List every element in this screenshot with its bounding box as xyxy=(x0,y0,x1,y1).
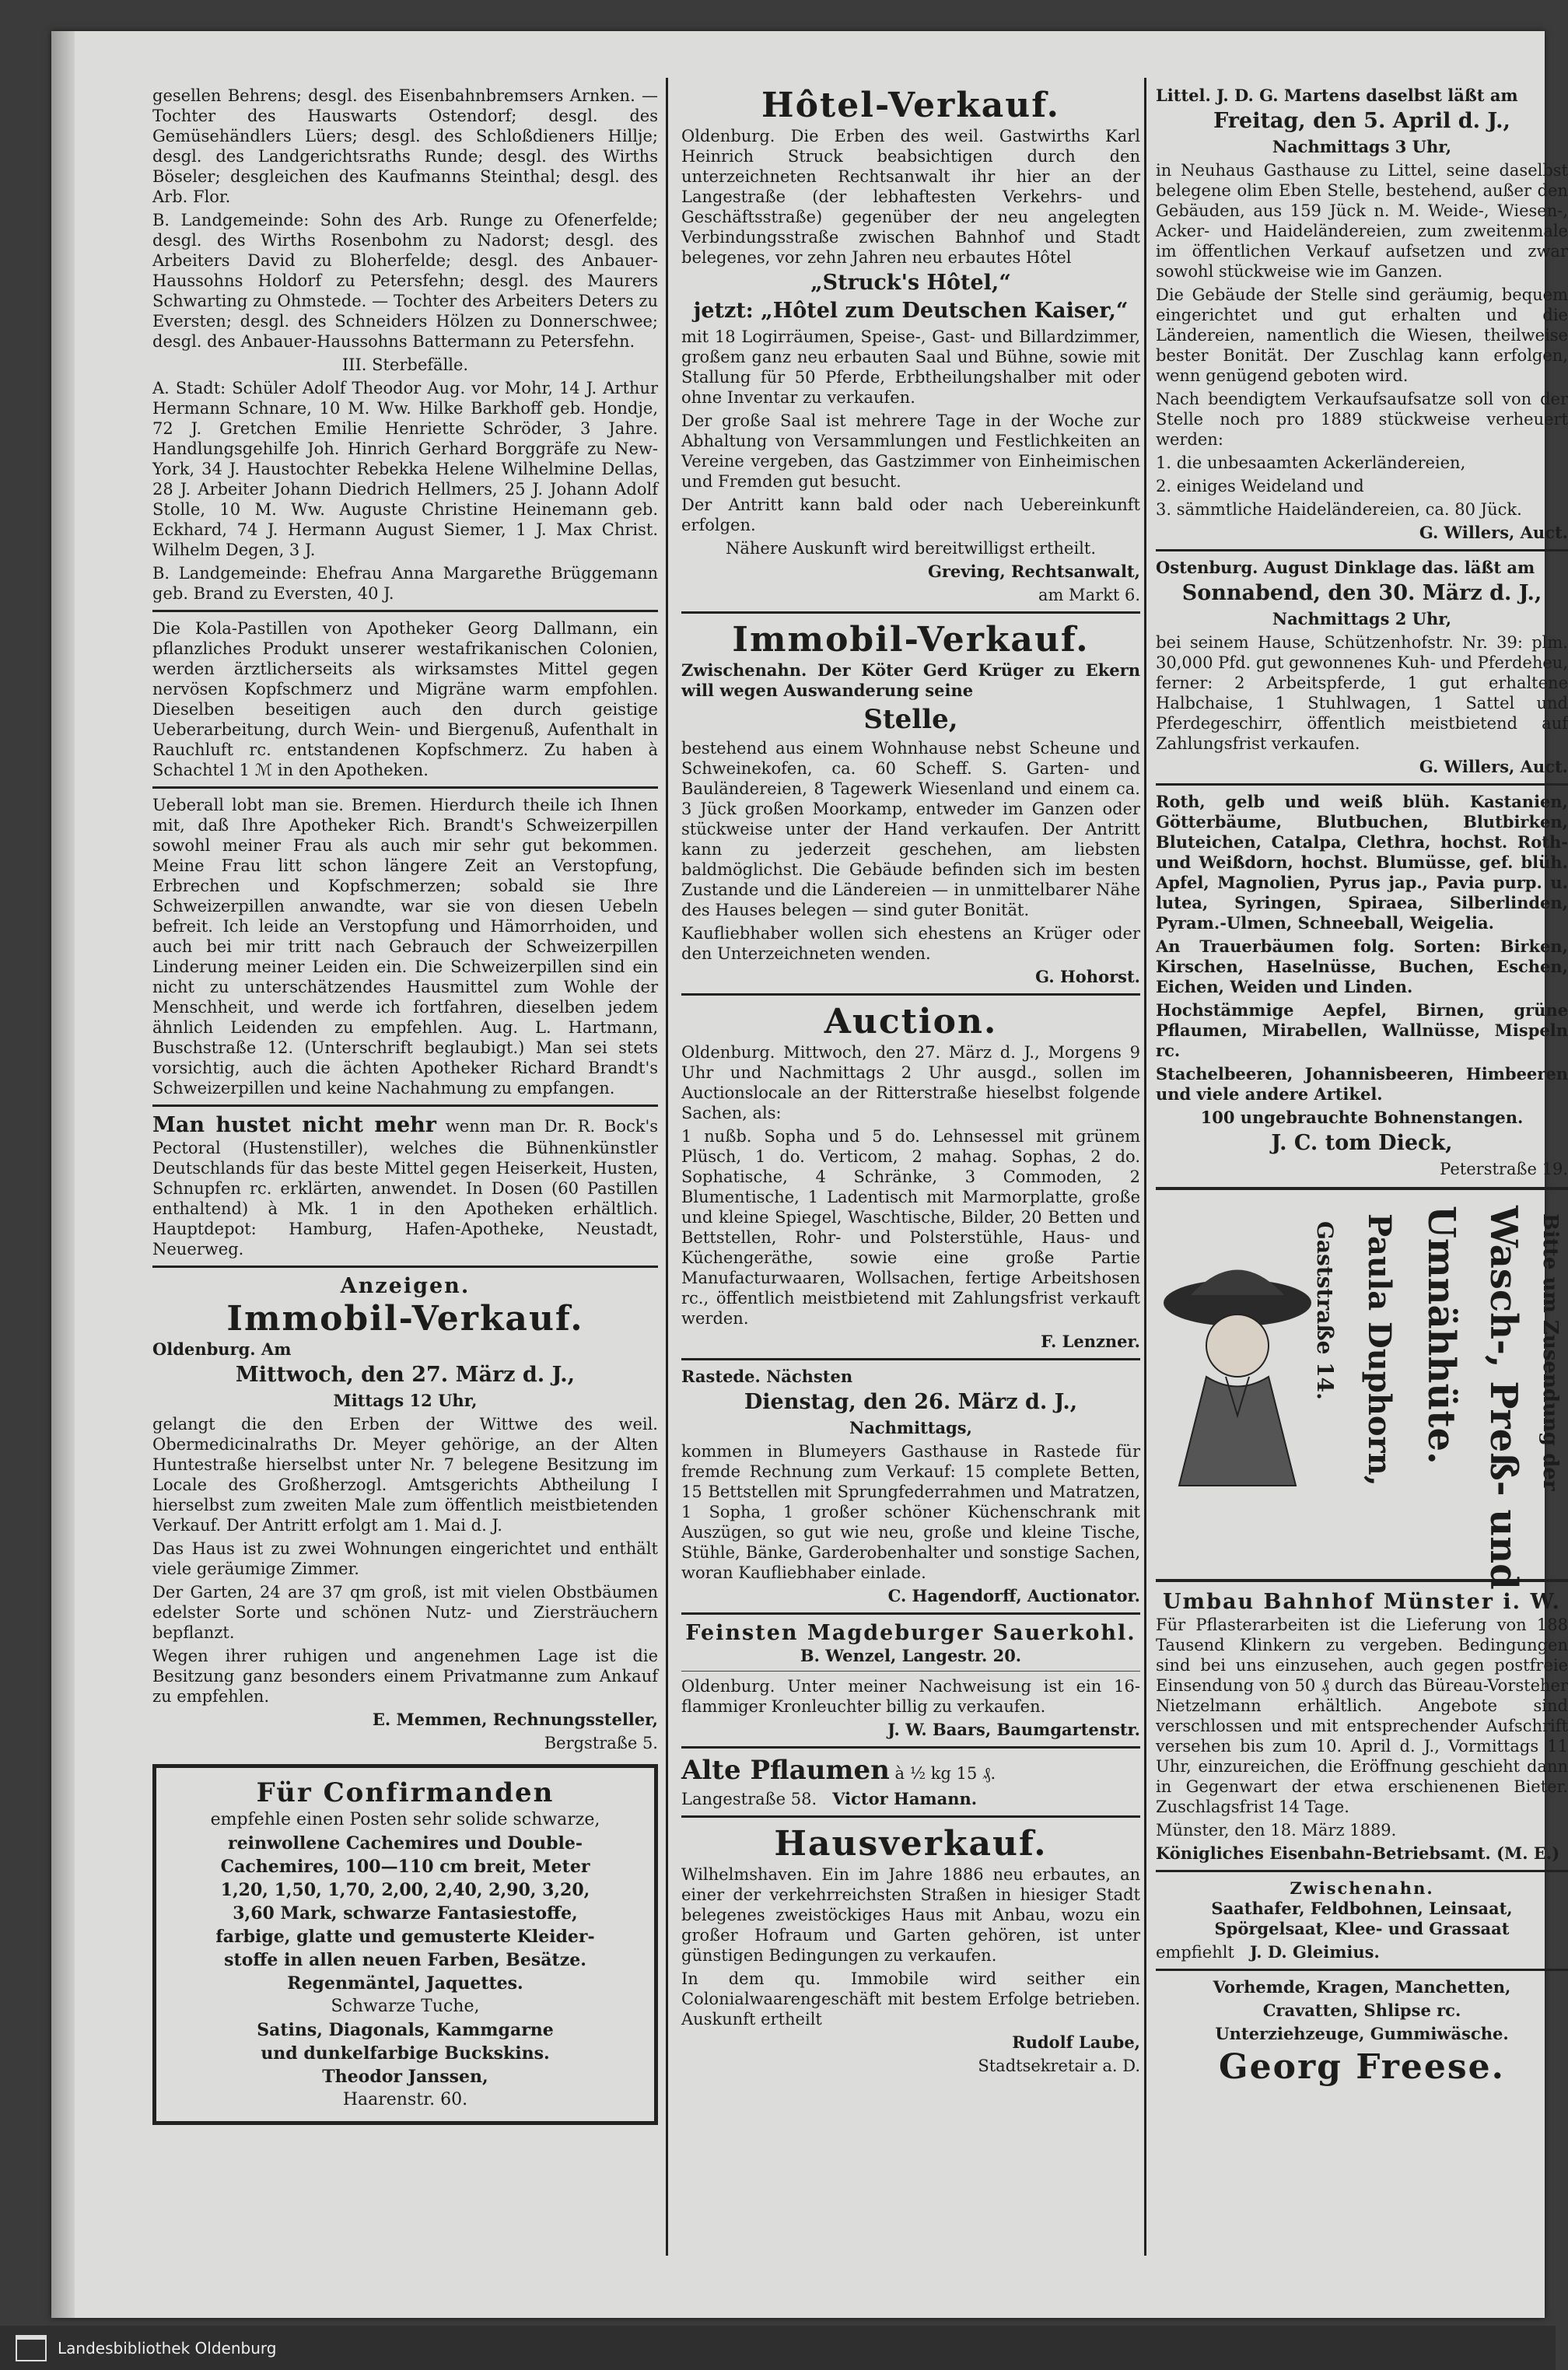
trees-body: 100 ungebrauchte Bohnenstangen. xyxy=(1200,1108,1524,1127)
plums-address: Langestraße 58. xyxy=(681,1790,817,1808)
divider xyxy=(681,1358,1140,1360)
column-2 xyxy=(681,86,1140,2079)
littel-body: Die Gebäude der Stelle sind geräumig, bequem eingerichtet und gut erhalten und die Ländereien, namentlich die Wiesen, theilweise bester Bonität. Der Zuschlag kann erfolgen, wenn genügend geboten wird. xyxy=(1156,285,1568,385)
trees-merchant: J. C. tom Dieck, xyxy=(1271,1131,1453,1155)
confirmation-line: Satins, Diagonals, Kammgarne xyxy=(257,2020,554,2040)
hotel-name: jetzt: „Hôtel zum Deutschen Kaiser,“ xyxy=(693,299,1129,323)
littel-date: Freitag, den 5. April d. J., xyxy=(1213,109,1510,133)
rastede-body: kommen in Blumeyers Gasthause in Rastede für fremde Rechnung zum Verkauf: 15 complete Betten, 15 Bettstellen mit Sprungfederrahmen und Matratzen, 1 Sopha, 1 großer schöner Küchenschrank mit Auszügen, so gut wie neu, große und kleine Tische, Stühle, Bänke, Garderobenhalter und sonstige Sachen, woran Kaufliebhaber einlade. xyxy=(681,1442,1140,1582)
hotel-body: Der Antritt kann bald oder nach Uebereinkunft erfolgen. xyxy=(681,495,1140,534)
freese-line: Cravatten, Shlipse rc. xyxy=(1262,2001,1461,2020)
sale-address: Bergstraße 5. xyxy=(544,1734,658,1752)
confirmation-address: Haarenstr. 60. xyxy=(342,2090,468,2109)
confirmation-line: Schwarze Tuche, xyxy=(331,1997,480,2016)
confirmation-heading: Für Confirmanden xyxy=(256,1777,555,1808)
freese-line: Unterziehzeuge, Gummiwäsche. xyxy=(1215,2024,1509,2043)
property-body: bestehend aus einem Wohnhause nebst Scheune und Schweinekofen, ca. 60 Scheff. S. Garten- und Bauländereien, 8 Tagewerk Wiesenland und einem ca. 3 Jück großen Moorkamp, entweder im Ganzen oder stückweise unter der Hand verkaufen. Der Antritt kann zu jederzeit geschehen, am liebsten baldmöglichst. Die Gebäude befinden sich im besten Zustande und die Ländereien — in unmittelbarer Nähe des Hauses belegen — sind guter Bonität. xyxy=(681,739,1140,919)
poster-service: Wasch-, Preß- und xyxy=(1482,1206,1525,1590)
confirmation-line: und dunkelfarbige Buckskins. xyxy=(261,2043,550,2064)
sale-body: gelangt die den Erben der Wittwe des weil. Obermedicinalraths Dr. Meyer gehörige, an der Alten Huntestraße hierselbst unter Nr. 7 belegene Besitzung im Locale des Großherzogl. Amtsgerichts Abtheilung I hierselbst zum zweiten Male zum öffentlich meistbietenden Verkauf. Der Antritt erfolgt am 1. Mai d. J. xyxy=(152,1415,658,1535)
property-body: Kaufliebhaber wollen sich ehestens an Krüger oder den Unterzeichneten wenden. xyxy=(681,924,1140,963)
station-body: Für Pflasterarbeiten ist die Lieferung von 188 Tausend Klinkern zu vergeben. Bedingungen sind bei uns einzusehen, auch gegen postfreie Einsendung von 50 ₰ durch das Büreau-Vorsteher Nietzelmann erhältlich. Angebote sind verschlossen und mit entsprechender Aufschrift versehen bis zum 10. April d. J., Vormittags 11 Uhr, einzureichen, die Eröffnung geschieht dann in Gegenwart der etwa erschienenen Bieter. Zuschlagsfrist 14 Tage. xyxy=(1156,1616,1568,1816)
chandelier-signature: J. W. Baars, Baumgartenstr. xyxy=(887,1720,1140,1739)
sale-date: Mittwoch, den 27. März d. J., xyxy=(235,1363,576,1387)
plums-signature: Victor Hamann. xyxy=(832,1789,978,1808)
confirmation-line: 3,60 Mark, schwarze Fantasiestoffe, xyxy=(233,1903,578,1924)
hotel-body: Der große Saal ist mehrere Tage in der Woche zur Abhaltung von Versammlungen und Festlichkeiten an Vereine vergeben, das Gastzimmer von Einheimischen und Fremden gut besucht. xyxy=(681,411,1140,491)
rastede-time: Nachmittags, xyxy=(849,1418,972,1437)
sale-place: Oldenburg. Am xyxy=(152,1339,292,1359)
divider xyxy=(681,1671,1140,1672)
birth-notice: gesellen Behrens; desgl. des Eisenbahnbremsers Arnken. — Tochter des Hauswarts Ostendorf; desgl. des Gemüsehändlers Lüers; desgl. des Schloßdieners Hillje; desgl. des Landgerichtsraths Runde; desgl. des Wirths Böseler; desgleichen des Kaufmanns Steinthal; desgl. des Arb. Flor. xyxy=(152,86,658,206)
confirmation-line: Cachemires, 100—110 cm breit, Meter xyxy=(220,1857,590,1877)
sauerkraut-heading: Feinsten Magdeburger Sauerkohl. xyxy=(685,1621,1136,1645)
hotel-sale-heading: Hôtel-Verkauf. xyxy=(761,86,1060,125)
property-sale-heading: Immobil-Verkauf. xyxy=(226,1299,584,1339)
divider xyxy=(152,610,658,612)
hotel-body: mit 18 Logirräumen, Speise-, Gast- und Billardzimmer, großem ganz neu erbauten Saal und Bühne, sowie mit Stallung für 50 Pferde, Erbtheilungshalber mit oder ohne Inventar zu verkaufen. xyxy=(681,327,1140,407)
library-logo-icon xyxy=(16,2335,47,2361)
station-heading: Umbau Bahnhof Münster i. W. xyxy=(1163,1590,1561,1614)
column-1 xyxy=(152,86,658,2125)
confirmation-merchant: Theodor Janssen, xyxy=(322,2067,488,2087)
littel-body: in Neuhaus Gasthause zu Littel, seine daselbst belegene olim Eben Stelle, bestehend, außer den Gebäuden, aus 159 Jück n. M. Weide-, Wiesen-, Acker- und Haideländereien, zum zweitenmale im öffentlichen Verkauf aufsetzen und zwar sowohl stückweise wie im Ganzen. xyxy=(1156,161,1568,281)
property-sale-heading-2: Immobil-Verkauf. xyxy=(732,620,1090,660)
hotel-address: am Markt 6. xyxy=(1038,586,1140,604)
littel-line: Littel. J. D. G. Martens daselbst läßt am xyxy=(1156,86,1518,105)
ostenburg-body: bei seinem Hause, Schützenhofstr. Nr. 39: plm. 30,000 Pfd. gut gewonnenes Kuh- und Pferdeheu, ferner: 2 Arbeitspferde, 1 gut erhaltene Halbchaise, 1 Stuhlwagen, 1 Sattel und Pferdegeschirr, öffentlich meistbietend auf Zahlungsfrist verkaufen. xyxy=(1156,633,1568,753)
seeds-body: Saathafer, Feldbohnen, Leinsaat, Spörgelsaat, Klee- und Grassaat xyxy=(1211,1899,1513,1938)
sale-body: Das Haus ist zu zwei Wohnungen eingerichtet und enthält viele geräumige Zimmer. xyxy=(152,1539,658,1578)
confirmation-line: 1,20, 1,50, 1,70, 2,00, 2,40, 2,90, 3,20, xyxy=(220,1880,590,1900)
auction-heading: Auction. xyxy=(824,1002,998,1041)
divider xyxy=(681,1746,1140,1749)
pills-ad: Ueberall lobt man sie. Bremen. Hierdurch theile ich Ihnen mit, daß Ihre Apotheker Rich. Brandt's Schweizerpillen sowohl meiner Frau als auch mir sehr gut bekommen. Meine Frau litt schon längere Zeit an Verstopfung, Erbrechen und Kopfschmerzen; sobald sie Ihre Schweizerpillen anwandte, war sie von diesen Uebeln befreit. Ich leide an Verstopfung und Hämorrhoiden, und auch bei mir tritt nach Gebrauch der Schweizerpillen Linderung meiner Leiden ein. Die Schweizerpillen sind ein nicht zu unterschätzendes Hausmittel zum Wohle der Menschheit, und werde ich fortfahren, dieselben jedem ähnlich Leidenden zu empfehlen. Aug. L. Hartmann, Buschstraße 12. (Unterschrift beglaubigt.) Man sei stets vorsichtig, auch die ächten Apotheker Richard Brandt's Schweizerpillen und keine Nachahmung zu empfangen. xyxy=(152,796,658,1097)
sale-time: Mittags 12 Uhr, xyxy=(333,1391,478,1410)
seeds-signature: J. D. Gleimius. xyxy=(1249,1942,1380,1962)
rastede-place: Rastede. Nächsten xyxy=(681,1367,853,1386)
rastede-signature: C. Hagendorff, Auctionator. xyxy=(887,1586,1140,1605)
trees-body: Hochstämmige Aepfel, Birnen, grüne Pflaumen, Mirabellen, Wallnüsse, Mispeln rc. xyxy=(1156,1000,1568,1060)
kola-ad: Die Kola-Pastillen von Apotheker Georg Dallmann, ein pflanzliches Produkt unserer westafrikanischen Colonien, werden ärztlicherseits als wirksamstes Mittel gegen nervösen Kopfschmerz und Migräne warm empfohlen. Dieselben beseitigen auch den durch geistige Ueberarbeitung, durch Wein- und Biergenuß, Aufenthalt in Rauchluft rc. entstandenen Kopfschmerz. Zu haben à Schachtel 1 ℳ in den Apotheken. xyxy=(152,619,658,779)
death-notice: B. Landgemeinde: Ehefrau Anna Margarethe Brüggemann geb. Brand zu Eversten, 40 J. xyxy=(152,564,658,603)
hotel-body: Nähere Auskunft wird bereitwilligst ertheilt. xyxy=(725,539,1097,558)
ostenburg-date: Sonnabend, den 30. März d. J., xyxy=(1181,581,1542,605)
column-rule xyxy=(666,78,668,2256)
hat-poster xyxy=(1156,1187,1568,1590)
divider xyxy=(1156,1870,1568,1872)
divider xyxy=(681,993,1140,996)
ostenburg-signature: G. Willers, Auct. xyxy=(1419,757,1568,776)
auction-signature: F. Lenzner. xyxy=(1041,1332,1140,1351)
trees-body: An Trauerbäumen folg. Sorten: Birken, Kirschen, Haselnüsse, Buchen, Eschen, Eichen, Weiden und Linden. xyxy=(1156,936,1568,996)
hotel-body: Oldenburg. Die Erben des weil. Gastwirths Karl Heinrich Struck beabsichtigen durch den unterzeichneten Rechtsanwalt ihr hier an der Langestraße (der lebhaftesten Verkehrs- und Geschäftsstraße) gegenüber der neu angelegten Verbindungsstraße zwischen Bahnhof und Stadt belegenes, vor zehn Jahren neu erbautes Hôtel xyxy=(681,127,1140,267)
ostenburg-time: Nachmittags 2 Uhr, xyxy=(1272,609,1452,628)
auction-items: 1 nußb. Sopha und 5 do. Lehnsessel mit grünem Plüsch, 1 do. Verticom, 2 mahag. Sophas, 2 do. Sophatische, 4 Schränke, 3 Commoden, 2 Blumentische, 1 Ladentisch mit Marmorplatte, große und kleine Spiegel, Waschtische, Bilder, 20 Betten und Bettstellen, Rohr- und Polsterstühle, Haus- und Küchengeräthe, sowie eine große Partie Manufacturwaaren, Wollsachen, fertige Arbeitshosen rc., öffentlich meistbietend mit Zahlungsfrist verkauft werden. xyxy=(681,1127,1140,1328)
trees-body: Roth, gelb und weiß blüh. Kastanien, Götterbäume, Blutbuchen, Blutbirken, Bluteichen, Catalpa, Clethra, hochst. Roth- und Weißdorn, hochst. Blumüsse, gef. blüh. Apfel, Magnolien, Pyrus jap., Pavia purp. u. lutea, Syringen, Spiraea, Silberlinden, Pyram.-Ulmen, Schneeball, Weigelia. xyxy=(1156,792,1568,933)
property-signature: G. Hohorst. xyxy=(1035,967,1140,986)
divider xyxy=(152,1104,658,1107)
confirmation-line: stoffe in allen neuen Farben, Besätze. xyxy=(224,1950,586,1970)
plums-heading: Alte Pflaumen xyxy=(681,1755,890,1786)
column-3 xyxy=(1156,86,1568,2088)
divider xyxy=(1156,783,1568,786)
poster-name: Paula Duphorn, xyxy=(1361,1213,1398,1486)
auction-body: Oldenburg. Mittwoch, den 27. März d. J., Morgens 9 Uhr und Nachmittags 2 Uhr ausgd., sollen im Auctionslocale an der Ritterstraße hieselbst folgende Sachen, als: xyxy=(681,1043,1140,1122)
sale-body: Wegen ihrer ruhigen und angenehmen Lage ist die Besitzung ganz besonders einem Privatmanne zum Ankauf zu empfehlen. xyxy=(152,1647,658,1706)
station-signature: Königliches Eisenbahn-Betriebsamt. (M. E.) xyxy=(1156,1843,1560,1863)
section-title: III. Sterbefälle. xyxy=(341,355,469,374)
sale-signature: E. Memmen, Rechnungssteller, xyxy=(372,1710,658,1729)
column-rule xyxy=(1144,78,1146,2256)
woman-hat-illustration xyxy=(1160,1260,1315,1493)
divider xyxy=(681,611,1140,614)
divider xyxy=(152,1266,658,1268)
trees-address: Peterstraße 19. xyxy=(1440,1160,1568,1178)
divider xyxy=(1156,549,1568,551)
confirmation-ad-box xyxy=(152,1764,658,2125)
poster-request: Bitte um Zusendung der xyxy=(1538,1213,1562,1491)
house-title: Stadtsekretair a. D. xyxy=(978,2057,1140,2075)
house-sale-heading: Hausverkauf. xyxy=(774,1824,1048,1864)
seeds-heading: Zwischenahn. xyxy=(1290,1878,1434,1898)
divider xyxy=(152,786,658,789)
cough-ad-heading: Man hustet nicht mehr xyxy=(152,1113,437,1137)
station-date: Münster, den 18. März 1889. xyxy=(1156,1821,1397,1840)
littel-list-item: 2. einiges Weideland und xyxy=(1156,477,1364,495)
page-spine xyxy=(51,31,75,2318)
plums-price: à ½ kg 15 ₰. xyxy=(894,1764,996,1783)
sale-body: Der Garten, 24 are 37 qm groß, ist mit vielen Obstbäumen edelster Sorte und schönen Nutz- und Ziersträuchern bepflanzt. xyxy=(152,1583,658,1642)
death-notice: A. Stadt: Schüler Adolf Theodor Aug. vor Mohr, 14 J. Arthur Hermann Schnare, 10 M. Ww. Hilke Barkhoff geb. Hondje, 72 J. Gretchen Emilie Henriette Schröder, 3 Jahre. Handlungsgehilfe Joh. Hinrich Gerhard Borggräfe zu New-York, 34 J. Haustochter Rebekka Helene Wilhelmine Dellas, 28 J. Arbeiter Johann Diedrich Hellmers, 25 J. Johann Adolf Stolle, 10 M. Ww. Auguste Christine Heinemann geb. Eckhard, 74 J. Hermann August Siemer, 1 J. Max Christ. Wilhelm Degen, 3 J. xyxy=(152,379,658,559)
hotel-name: „Struck's Hôtel,“ xyxy=(810,271,1011,295)
freese-name: Georg Freese. xyxy=(1219,2047,1505,2087)
littel-body: Nach beendigtem Verkaufsaufsatze soll von der Stelle noch pro 1889 stückweise verheuert werden: xyxy=(1156,390,1568,449)
divider xyxy=(681,1612,1140,1615)
birth-notice: B. Landgemeinde: Sohn des Arb. Runge zu Ofenerfelde; desgl. des Wirths Rosenbohm zu Nadorst; desgl. des Arbeiters David zu Bloherfelde; desgl. des Anbauer-Haussohns Holdorf zu Petersfehn; desgl. des Maurers Schwarting zu Ohmstede. — Tochter des Arbeiters Deters zu Eversten; desgl. des Schneiders Hölzen zu Donnerschwee; desgl. des Anbauer-Haussohns Battermann zu Petersfehn. xyxy=(152,211,658,351)
trees-body: Stachelbeeren, Johannisbeeren, Himbeeren und viele andere Artikel. xyxy=(1156,1064,1568,1104)
property-word: Stelle, xyxy=(863,704,958,735)
hotel-signature: Greving, Rechtsanwalt, xyxy=(927,562,1140,581)
seeds-recommend: empfiehlt xyxy=(1156,1943,1234,1962)
ads-heading: Anzeigen. xyxy=(340,1274,471,1298)
sauerkraut-signature: B. Wenzel, Langestr. 20. xyxy=(800,1646,1022,1665)
poster-address: Gaststraße 14. xyxy=(1312,1221,1338,1400)
footer-bar xyxy=(0,2326,1556,2370)
confirmation-line: farbige, glatte und gemusterte Kleider- xyxy=(215,1927,595,1947)
rastede-date: Dienstag, den 26. März d. J., xyxy=(744,1390,1078,1414)
littel-time: Nachmittags 3 Uhr, xyxy=(1272,137,1452,156)
confirmation-line: empfehle einen Posten sehr solide schwarze, xyxy=(210,1810,600,1829)
house-body: In dem qu. Immobile wird seither ein Colonialwaarengeschäft mit bestem Erfolge betrieben. Auskunft ertheilt xyxy=(681,1969,1140,2029)
confirmation-line: reinwollene Cachemires und Double- xyxy=(228,1833,583,1854)
littel-list-item: 3. sämmtliche Haideländereien, ca. 80 Jück. xyxy=(1156,500,1522,519)
littel-signature: G. Willers, Auct. xyxy=(1419,523,1568,542)
ostenburg-place: Ostenburg. August Dinklage das. läßt am xyxy=(1156,558,1535,577)
house-signature: Rudolf Laube, xyxy=(1012,2032,1140,2052)
confirmation-line: Regenmäntel, Jaquettes. xyxy=(287,1973,523,1994)
chandelier-body: Oldenburg. Unter meiner Nachweisung ist ein 16-flammiger Kronleuchter billig zu verkaufen. xyxy=(681,1677,1140,1716)
littel-list-item: 1. die unbesaamten Ackerländereien, xyxy=(1156,453,1466,472)
freese-line: Vorhemde, Kragen, Manchetten, xyxy=(1213,1977,1511,1997)
library-name: Landesbibliothek Oldenburg xyxy=(58,2338,277,2358)
divider xyxy=(1156,1969,1568,1971)
property-intro: Zwischenahn. Der Köter Gerd Krüger zu Ekern will wegen Auswanderung seine xyxy=(681,660,1140,700)
poster-service-2: Umnähhüte. xyxy=(1419,1206,1463,1465)
divider xyxy=(681,1815,1140,1818)
newspaper-page xyxy=(51,31,1568,2318)
house-body: Wilhelmshaven. Ein im Jahre 1886 neu erbautes, an einer der verkehrreichsten Straßen in hiesiger Stadt belegenes zweistöckiges Haus mit Anbau, wozu ein großer Hofraum und Garten gehören, ist unter günstigen Bedingungen zu verkaufen. xyxy=(681,1865,1140,1965)
cough-ad-body: wenn man Dr. R. Bock's Pectoral (Hustenstiller), welches die Bühnenkünstler Deutschlands für das beste Mittel gegen Heiserkeit, Husten, Schnupfen rc. erklärten, anwendet. In Dosen (60 Pastillen enthaltend) à Mk. 1 in den Apotheken erhältlich. Hauptdepot: Hamburg, Hafen-Apotheke, Neustadt, Neuerweg. xyxy=(152,1117,658,1259)
